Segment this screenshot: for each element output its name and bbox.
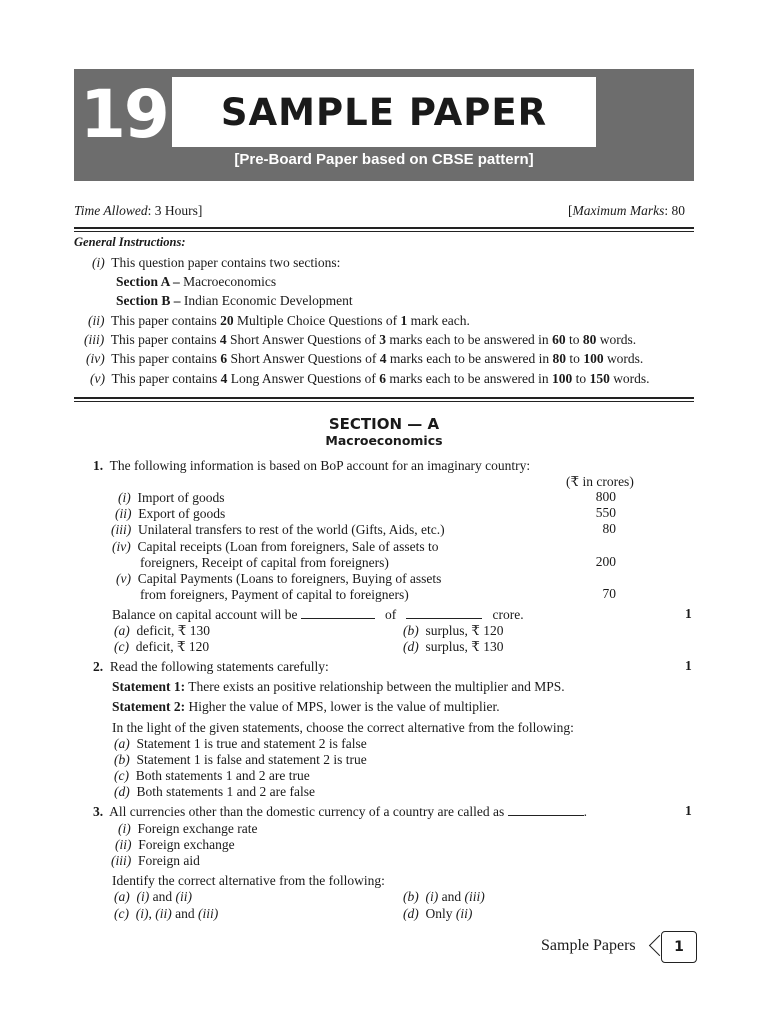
table-value: 800 [595,489,616,504]
instructions-heading: General Instructions: [74,235,186,249]
question-3: 3. All currencies other than the domestic currency of a country are called as . [93,804,587,819]
header-banner [74,69,694,181]
page-number: 1 [661,931,697,963]
table-value: 70 [602,586,616,601]
unit-label: (₹ in crores) [566,474,634,489]
table-row-cont: from foreigners, Payment of capital to foreigners) [140,587,409,602]
option: (b) Statement 1 is false and statement 2 is true [114,752,367,767]
section-subtitle: Macroeconomics [325,433,443,448]
marks: 1 [685,606,692,621]
option: (c) Both statements 1 and 2 are true [114,768,310,783]
option: (d) Only (ii) [403,906,473,921]
option: (d) Both statements 1 and 2 are false [114,784,315,799]
paper-number: 19 [80,76,168,153]
option: (c) (i), (ii) and (iii) [114,906,219,921]
list-item: (i) Foreign exchange rate [118,821,258,836]
question-2-instruction: In the light of the given statements, choose the correct alternative from the following: [112,720,574,735]
table-row: (ii) Export of goods [115,506,226,521]
divider [74,397,694,399]
section-title: SECTION — A [328,415,440,433]
statement-2: Statement 2: Higher the value of MPS, lower is the value of multiplier. [112,699,500,714]
statement-1: Statement 1: There exists an positive relationship between the multiplier and MPS. [112,679,565,694]
option: (a) deficit, ₹ 130 [114,623,210,638]
table-value: 550 [595,505,616,520]
option: (b) (i) and (iii) [403,889,485,904]
question-3-instruction: Identify the correct alternative from the following: [112,873,385,888]
table-row: (iii) Unilateral transfers to rest of the world (Gifts, Aids, etc.) [111,522,445,537]
option: (c) deficit, ₹ 120 [114,639,210,654]
table-value: 200 [595,554,616,569]
fill-blank [301,618,375,619]
table-row: (v) Capital Payments (Loans to foreigners, Buying of assets [116,571,442,586]
list-item: (ii) Foreign exchange [115,837,235,852]
option: (b) surplus, ₹ 120 [403,623,504,638]
fill-blank [508,815,584,816]
option: (d) surplus, ₹ 130 [403,639,504,654]
question-1: 1. The following information is based on BoP account for an imaginary country: [93,458,531,473]
table-row-cont: foreigners, Receipt of capital from foreigners) [140,555,389,570]
instruction-item: (v) This paper contains 4 Long Answer Questions of 6 marks each to be answered in 100 to 150 words. [90,371,650,386]
instruction-item: (iii) This paper contains 4 Short Answer Questions of 3 marks each to be answered in 60 to 80 words. [84,332,637,347]
instruction-item: (i) This question paper contains two sections: [92,255,341,270]
footer-label: Sample Papers [541,937,636,954]
divider [74,231,694,232]
time-allowed: Time Allowed: 3 Hours] [74,203,203,218]
fill-blank [406,618,482,619]
page-title: SAMPLE PAPER [220,90,548,134]
instruction-section-b: Section B – Indian Economic Development [116,293,353,308]
table-row: (iv) Capital receipts (Loan from foreigners, Sale of assets to [112,539,439,554]
instruction-item: (iv) This paper contains 6 Short Answer Questions of 4 marks each to be answered in 80 to 100 words. [86,351,644,366]
instruction-item: (ii) This paper contains 20 Multiple Choice Questions of 1 mark each. [88,313,470,328]
instruction-section-a: Section A – Macroeconomics [116,274,277,289]
title-box [172,77,596,147]
maximum-marks: [Maximum Marks: 80 [568,203,685,218]
table-row: (i) Import of goods [118,490,225,505]
question-2: 2. Read the following statements carefully: [93,659,329,674]
page-subtitle: [Pre-Board Paper based on CBSE pattern] [234,151,534,168]
option: (a) Statement 1 is true and statement 2 is false [114,736,367,751]
marks: 1 [685,803,692,818]
option: (a) (i) and (ii) [114,889,192,904]
list-item: (iii) Foreign aid [111,853,200,868]
divider [74,401,694,402]
marks: 1 [685,658,692,673]
table-value: 80 [602,521,616,536]
divider [74,227,694,229]
question-1-prompt: Balance on capital account will be of crore. [112,607,524,622]
